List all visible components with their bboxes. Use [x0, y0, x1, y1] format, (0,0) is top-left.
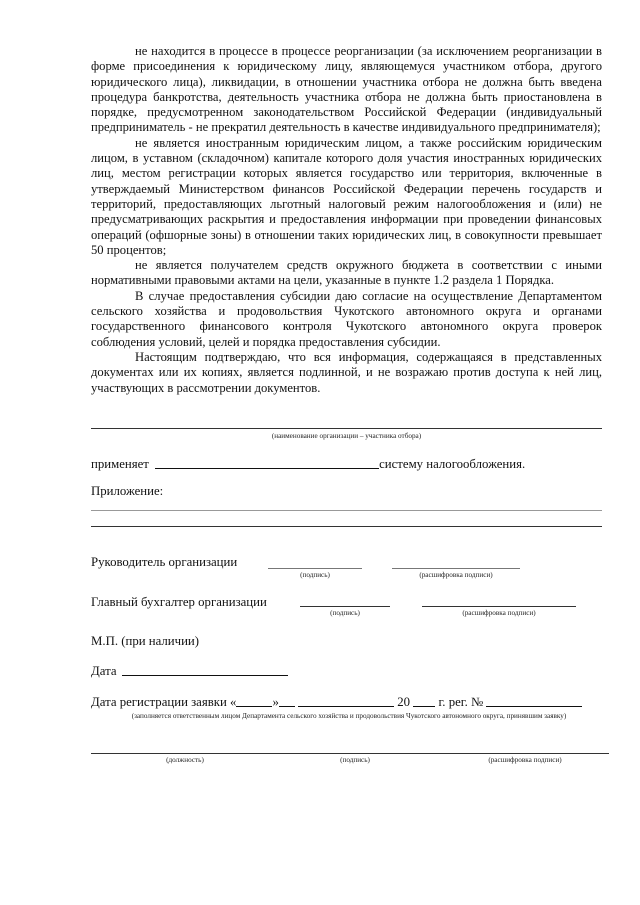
paragraph-reorganization: не находится в процессе в процессе реорганизации (за исключением реорганизации в форме присоединения к юридическому лицу, являющемуся участником отбора, другого юридического лица), ликвидации, в отношении участника отбора не должна быть введена процедура банкротства, деятельность участника отбора не должна быть приостановлена в порядке, предусмотренном законодательством Российской Федерации (индивидуальный предприниматель - не прекратил деятельность в качестве индивидуального предпринимателя);: [91, 44, 602, 135]
head-label: Руководитель организации: [91, 555, 238, 569]
head-decode-line[interactable]: [392, 568, 520, 569]
tax-system-row: [91, 456, 525, 472]
attachment-line-2[interactable]: [91, 526, 602, 527]
accountant-decode-caption: (расшифровка подписи): [462, 609, 536, 617]
registration-year-label: 20: [397, 695, 411, 709]
date-label: Дата: [91, 664, 117, 678]
registration-quote-close: »: [272, 695, 279, 709]
accountant-decode-line[interactable]: [422, 606, 576, 607]
bottom-signature-line[interactable]: [91, 753, 609, 754]
head-signature-caption: (подпись): [300, 571, 330, 579]
registration-year-field[interactable]: [413, 694, 435, 707]
registration-number-field[interactable]: [486, 694, 582, 707]
registration-day-tail[interactable]: [279, 694, 295, 707]
paragraph-confirmation: Настоящим подтверждаю, что вся информация, содержащаяся в представленных документах или их копиях, является подлинной, и не возражаю против доступа к ней лиц, участвующих в рассмотрении документов.: [91, 349, 602, 395]
paragraph-foreign-entity: не является иностранным юридическим лицом, а также российским юридическим лицом, в уставном (складочном) капитале которого доля участия иностранных юридических лиц, местом регистрации которых является государство или территория, включенные в утверждаемый Министерством финансов Российской Федерации перечень государств и территорий, предоставляющих льготный налоговый режим налогообложения и (или) не предусматривающих раскрытия и предоставления информации при проведении финансовых операций (офшорные зоны) в отношении таких юридических лиц, в совокупности превышает 50 процентов;: [91, 135, 602, 257]
registration-g-label: г.: [438, 695, 446, 709]
bottom-decode-caption: (расшифровка подписи): [488, 756, 562, 764]
bottom-signature-caption: (подпись): [340, 756, 370, 764]
head-decode-caption: (расшифровка подписи): [419, 571, 493, 579]
applies-label: применяет: [91, 457, 149, 471]
registration-label: Дата регистрации заявки «: [91, 695, 237, 709]
registration-row: [91, 694, 582, 710]
attachment-line-1[interactable]: [91, 510, 602, 511]
accountant-signature-caption: (подпись): [330, 609, 360, 617]
accountant-label: Главный бухгалтер организации: [91, 595, 267, 609]
tax-system-label: систему налогообложения.: [379, 457, 526, 471]
registration-number-label: рег. №: [448, 695, 484, 709]
registration-day-field[interactable]: [236, 694, 272, 707]
paragraph-consent: В случае предоставления субсидии даю согласие на осуществление Департаментом сельского хозяйства и продовольствия Чукотского автономного округа и органами государственного финансового контроля Чукотского автономного округа проверок соблюдения условий, целей и порядка предоставления субсидии.: [91, 288, 602, 349]
head-signature-line[interactable]: [268, 568, 362, 569]
body-text: [91, 44, 602, 396]
org-name-line[interactable]: [91, 428, 602, 429]
accountant-signature-line[interactable]: [300, 606, 390, 607]
date-row: [91, 663, 288, 679]
paragraph-not-recipient: не является получателем средств окружного бюджета в соответствии с иными нормативными правовыми актами на цели, указанные в пункте 1.2 раздела 1 Порядка.: [91, 258, 602, 288]
tax-system-field[interactable]: [155, 456, 379, 469]
seal-label: М.П. (при наличии): [91, 634, 200, 648]
attachment-label: Приложение:: [91, 484, 164, 498]
registration-note: (заполняется ответственным лицом Департамента сельского хозяйства и продовольствия Чукотского автономного округа, принявшим заявку): [131, 712, 567, 720]
position-caption: (должность): [166, 756, 204, 764]
registration-month-field[interactable]: [298, 694, 394, 707]
date-field[interactable]: [122, 663, 288, 676]
org-name-caption: (наименование организации – участника отбора): [271, 432, 422, 440]
